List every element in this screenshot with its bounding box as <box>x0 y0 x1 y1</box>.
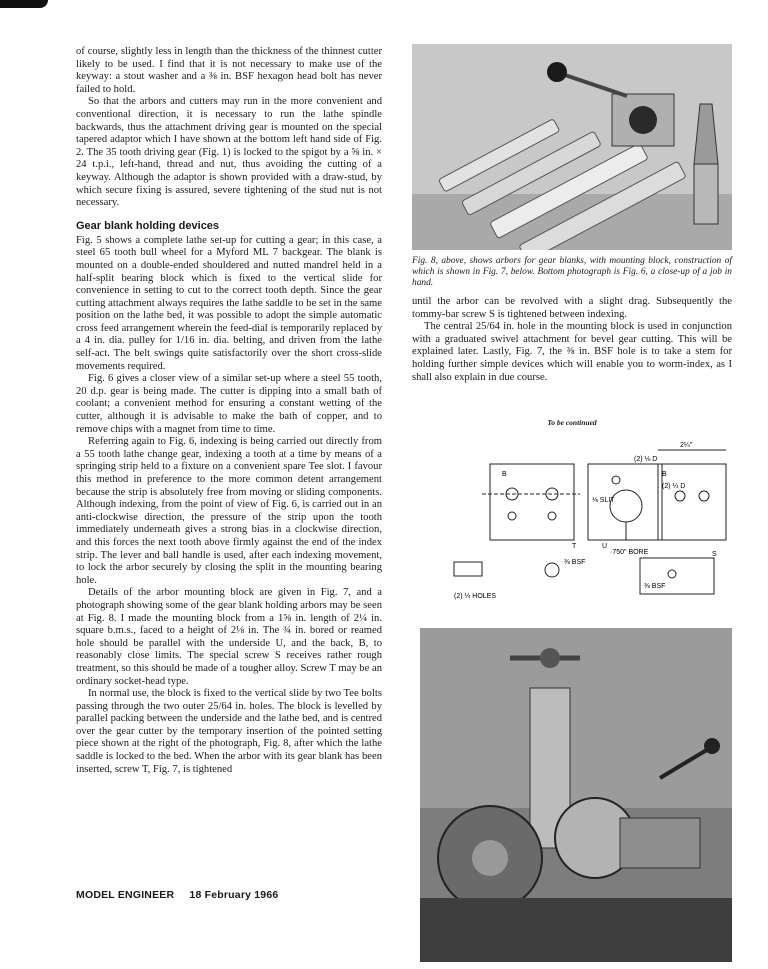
gear-cutting-photo <box>420 628 732 962</box>
right-column <box>412 296 732 384</box>
paragraph: until the arbor can be revolved with a slight drag. Subsequently the tommy-bar screw S is tightened between indexing. <box>412 296 732 320</box>
continued-note: To be continued <box>547 418 597 427</box>
arbors-photo-illustration <box>412 44 732 250</box>
label-bore: ·750" BORE <box>610 549 649 556</box>
paragraph: Fig. 5 shows a complete lathe set-up for cutting a gear; in this case, a steel 65 tooth bull wheel for a Myford ML 7 backgear. The blank is mounted on a double-ended shouldered and nutted mandrel held in a half-split bearing block which is fixed to the vertical slide for convenience in setting to cut to the correct tooth depth. Since the gear cutting attachment always requires the lathe saddle to be set in the same position on the lathe bed, it was possible to adopt the simple automatic cross feed arrangement wherein the feed-dial is temporarily replaced by a 4 in. dia. pulley for 1/16 in. dia. belting, and driven from the lathe self-act. The belt swings quite satisfactorily over the short cross-slide movements required. <box>76 234 382 372</box>
label-slit: ⅛ SLIT <box>592 497 615 504</box>
paragraph: Referring again to Fig. 6, indexing is being carried out directly from a 55 tooth lathe change gear, indexing a tooth at a time by means of a springing strip held to a fixture on a convenient spare Tee slot. I favour this method in preference to the more common detent arrangement because the strip is absolutely free from moving or sliding components. Although indexing, from the point of view of Fig. 6, is carried out in an anti-clockwise direction, the pressure of the strip upon the tooth immediately underneath gives a strong bias in a clockwise direction, and this forces the next tooth above firmly against the end of the index strip. The lever and ball handle is used, after each indexing movement, to lock the arbor securely by closing the split in the mounting bearing hole. <box>76 436 382 586</box>
paragraph: of course, slightly less in length than the thickness of the thinnest cutter likely to be used. I find that it is not necessary to make use of the keyway: a stout washer and a ⅜ in. BSF hexagon head bolt has never failed to hold. <box>76 46 382 95</box>
page-edge-mark <box>0 0 48 8</box>
arbors-photo <box>412 44 732 250</box>
label-b2: B <box>662 471 667 478</box>
paragraph: In normal use, the block is fixed to the vertical slide by two Tee bolts passing through the two outer 25/64 in. holes. The block is levelled by parallel packing between the underside and the lathe bed, and is centred over the gear cutter by the temporary insertion of the pointed setting piece shown at the right of the photograph, Fig. 8, after which the lathe saddle is locked to the bed. When the arbor with its gear blank has been inserted, screw T, Fig. 7, is tightened <box>76 688 382 775</box>
page-footer <box>76 889 278 901</box>
mounting-block-drawing <box>412 436 732 606</box>
label-b: B <box>502 471 507 478</box>
technical-drawing <box>412 436 732 606</box>
label-two-d: (2) ⅛ D <box>634 456 658 463</box>
label-s: S <box>712 551 717 558</box>
label-bsf-mid: ⅜ BSF <box>564 559 586 566</box>
paragraph: The central 25/64 in. hole in the mounting block is used in conjunction with a graduated swivel attachment for bevel gear cutting. This will be explained later. Lastly, Fig. 7, the ⅜ in. BSF hole is to take a stem for holding further simple devices which will enable you to worm-index, as I shall also explain in due course. <box>412 321 732 383</box>
magazine-name: MODEL ENGINEER <box>76 889 175 901</box>
paragraph: Details of the arbor mounting block are given in Fig. 7, and a photograph showing some of the gear blank holding arbors may be seen at Fig. 8. I made the mounting block from a 1⅝ in. length of 2¼ in. square b.m.s., faced to a height of 2⅛ in. The ¾ in. bored or reamed hole should be parallel with the underside U, and the back, B, to reasonably close limits. The special screw S receives rather rough treatment, so this should be made of a tougher alloy. Screw T may be an ordinary socket-head type. <box>76 587 382 687</box>
paragraph: So that the arbors and cutters may run in the more convenient and conventional direction, it is necessary to run the lathe spindle backwards, thus the attachment driving gear is mounted on the special tapered adaptor which I have shown at the bottom left hand side of Fig. 2. The 35 tooth driving gear (Fig. 1) is locked to the spigot by a ⅝ in. × 24 t.p.i., left-hand, thread and nut, thus avoiding the cutting of a keyway. Although the adaptor is shown provided with a draw-stud, by which secure fixing is assured, severe tightening of the stud nut is not necessary. <box>76 96 382 209</box>
figure-caption: Fig. 8, above, shows arbors for gear blanks, with mounting block, construction of which is shown in Fig. 7, below. Bottom photograph is Fig. 6, a close-up of a job in hand. <box>412 256 732 288</box>
label-two-side: (2) ¼ D <box>662 483 686 490</box>
issue-date: 18 February 1966 <box>189 889 279 901</box>
left-column <box>76 46 382 776</box>
label-u: U <box>602 543 608 550</box>
section-heading: Gear blank holding devices <box>76 219 220 232</box>
label-t: T <box>572 543 577 550</box>
paragraph: Fig. 6 gives a closer view of a similar set-up where a steel 55 tooth, 20 d.p. gear is being made. The cutter is dipping into a small bath of coolant; a convenient method for ensuring a constant wetting of the cutter, although it is advisable to make the bath of copper, and to remove chips with a magnet from time to time. <box>76 373 382 435</box>
gear-cutting-photo-illustration <box>420 628 732 962</box>
label-dim-top: 2¼" <box>680 442 693 449</box>
label-bsf-right: ⅜ BSF <box>644 583 666 590</box>
label-holes: (2) ¼ HOLES <box>454 593 497 600</box>
